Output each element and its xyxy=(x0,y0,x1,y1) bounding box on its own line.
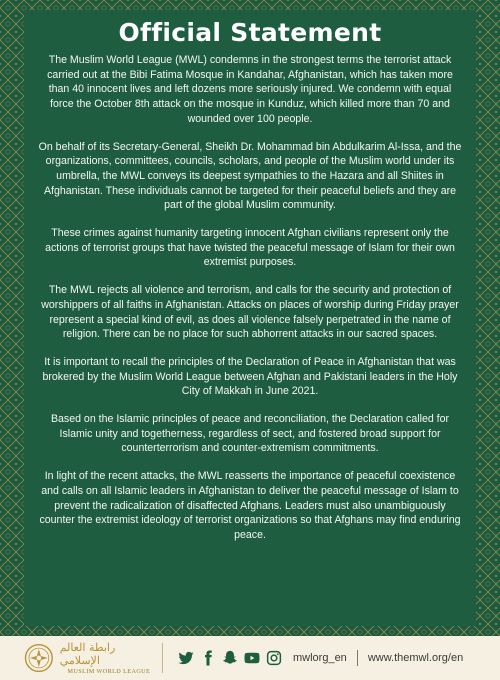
twitter-icon[interactable] xyxy=(177,649,195,667)
footer-separator xyxy=(357,650,358,666)
statement-paragraph: The Muslim World League (MWL) condemns in the strongest terms the terrorist attack carried out at the Bibi Fatima Mosque in Kandahar, Afghanistan, which has taken more than 40 innocent lives and left dozens more seriously injured. We condemn with equal force the October 8th attack on the mosque in Kunduz, which killed more than 70 and wounded over 100 people. xyxy=(47,54,453,125)
social-icons xyxy=(177,649,283,667)
statement-paragraph: In light of the recent attacks, the MWL reasserts the importance of peaceful coexistence and calls on all Islamic leaders in Afghanistan to deliver the peaceful message of Islam to prevent the radicalization of disaffected Afghans. Leaders must also unambiguously counter the extremist ideology of terrorist organizations so that Afghans may find enduring peace. xyxy=(39,470,461,541)
statement-paragraph: It is important to recall the principles of the Declaration of Peace in Afghanistan that was brokered by the Muslim World League between Afghan and Pakistani leaders in the Holy City of Makkah in June 2021. xyxy=(42,355,458,398)
statement-title: Official Statement xyxy=(118,18,382,47)
youtube-icon[interactable] xyxy=(243,649,261,667)
instagram-icon[interactable] xyxy=(265,649,283,667)
social-handle[interactable]: mwlorg_en xyxy=(293,652,347,664)
footer-divider xyxy=(162,643,163,673)
statement-paragraph: These crimes against humanity targeting innocent Afghan civilians represent only the actions of terrorist groups that have twisted the peaceful message of Islam for their own extremist purposes. xyxy=(45,227,455,269)
logo-arabic-text: رابطة العالم الإسلامي xyxy=(59,640,116,667)
statement-paragraph: On behalf of its Secretary-General, Sheikh Dr. Mohammad bin Abdulkarim Al-Issa, and the organizations, committees, councils, scholars, and people of the Muslim world under its umbrella, the MWL conveys its deepest sympathies to the Hazara and all Shiites in Afghanistan. These individuals cannot be targeted for their peaceful beliefs and they are part of the global Muslim community. xyxy=(38,140,462,212)
facebook-icon[interactable] xyxy=(199,649,217,667)
logo-english-text: MUSLIM WORLD LEAGUE xyxy=(67,667,151,675)
snapchat-icon[interactable] xyxy=(221,649,239,667)
website-link[interactable]: www.themwl.org/en xyxy=(367,652,464,664)
statement-paragraph: The MWL rejects all violence and terrorism, and calls for the security and protection of worshippers of all faiths in Afghanistan. Attacks on places of worship during Friday prayer represent a special kind of evil, as does all violence falsely perpetrated in the name of religion. There can be no place for such abhorrent attacks in our sacred spaces. xyxy=(41,284,459,341)
mwl-logo xyxy=(24,641,158,676)
statement-panel xyxy=(24,10,476,626)
statement-paragraph: Based on the Islamic principles of peace and reconciliation, the Declaration called for Islamic unity and togetherness, regardless of sect, and fostered broad support for counterterrorism and counter-extremism commitments. xyxy=(50,413,450,455)
mwl-emblem-icon xyxy=(24,643,54,673)
footer-bar xyxy=(0,636,500,680)
